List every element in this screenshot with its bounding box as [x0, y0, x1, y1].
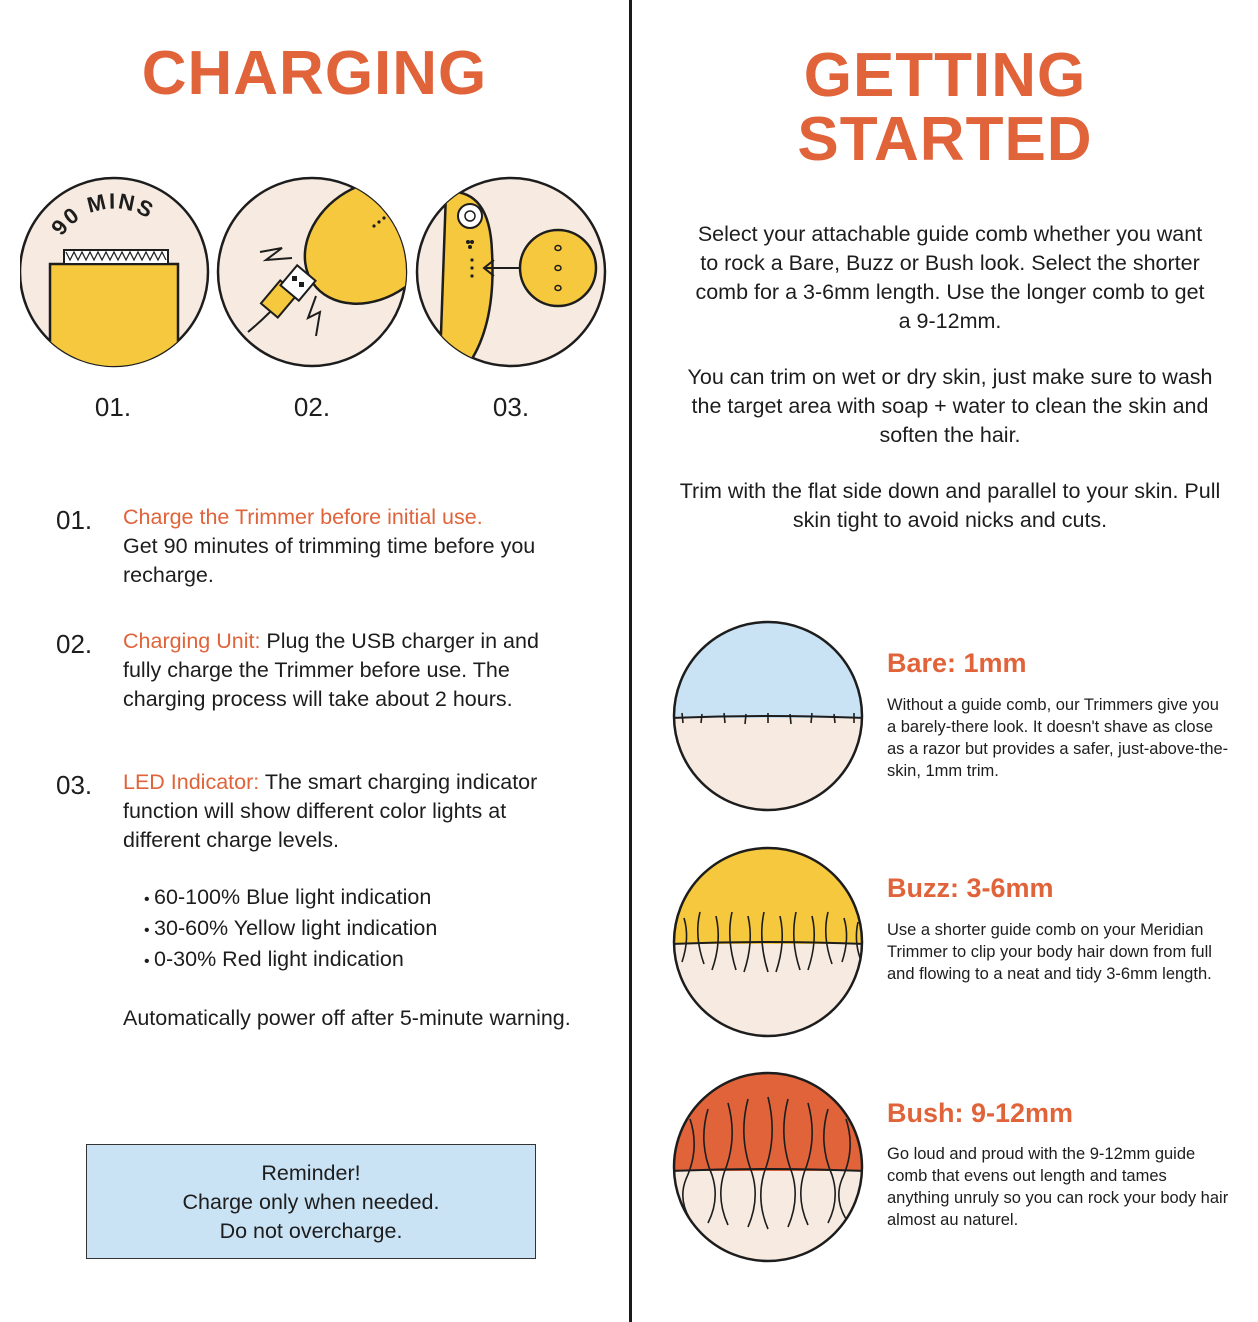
- instruction-item: [56, 768, 616, 855]
- led-indicator-instruction: [56, 768, 616, 1033]
- instruction-text: The smart charging indicator function will show different color lights at different charge levels.: [123, 770, 538, 852]
- auto-power-off-note: Automatically power off after 5-minute warning.: [123, 1006, 571, 1030]
- instruction-item: [56, 503, 616, 590]
- column-divider: [629, 0, 632, 1322]
- instruction-item: [56, 627, 616, 714]
- title-line: STARTED: [797, 105, 1093, 174]
- bush-comb-icon: [672, 1071, 864, 1263]
- step-number-2: 02.: [293, 392, 331, 422]
- instruction-text: Get 90 minutes of trimming time before you recharge.: [123, 534, 536, 587]
- skin-prep-paragraph: You can trim on wet or dry skin, just make sure to wash the target area with soap + water to clean the skin and soften the hair.: [687, 365, 1213, 447]
- led-indicator-icon: [417, 178, 605, 366]
- led-levels-list: [56, 883, 616, 976]
- bush-comb-desc: Go loud and proud with the 9-12mm guide comb that evens out length and tames anything unruly so you can rock your body hair almost au naturel.: [887, 1145, 1229, 1229]
- led-level-yellow: • 30-60% Yellow light indication: [144, 914, 616, 945]
- instruction-number: 01.: [56, 505, 93, 535]
- bush-comb-title: Bush: 9-12mm: [887, 1098, 1074, 1128]
- instruction-highlight: LED Indicator:: [123, 770, 260, 794]
- bare-comb-desc: Without a guide comb, our Trimmers give you a barely-there look. It doesn't shave as close as a razor but provides a safer, just-above-the-skin, 1mm trim.: [887, 696, 1229, 780]
- intro-paragraph: Select your attachable guide comb whether you want to rock a Bare, Buzz or Bush look. Select the shorter comb for a 3-6mm length. Use the longer comb to get a 9-12mm.: [695, 222, 1205, 333]
- instruction-number: 02.: [56, 629, 93, 659]
- step-number-1: 01.: [94, 392, 132, 422]
- title-line: GETTING: [803, 41, 1087, 110]
- reminder-line: Charge only when needed.: [182, 1190, 440, 1214]
- led-level-red: • 0-30% Red light indication: [144, 945, 616, 976]
- reminder-heading: Reminder!: [261, 1161, 361, 1185]
- bare-comb-title: Bare: 1mm: [887, 648, 1027, 678]
- charging-steps-illustration: [20, 172, 620, 372]
- ninety-mins-label: 90 MINS: [46, 188, 160, 240]
- instruction-highlight: Charging Unit:: [123, 629, 261, 653]
- buzz-comb-desc: Use a shorter guide comb on your Meridian Trimmer to clip your body hair down from full and flowing to a neat and tidy 3-6mm length.: [887, 921, 1212, 983]
- technique-paragraph: Trim with the flat side down and parallel to your skin. Pull skin tight to avoid nicks and cuts.: [679, 479, 1221, 532]
- instruction-number: 03.: [56, 770, 93, 800]
- reminder-line: Do not overcharge.: [219, 1219, 403, 1243]
- buzz-comb-title: Buzz: 3-6mm: [887, 873, 1054, 903]
- instruction-highlight: Charge the Trimmer before initial use.: [123, 505, 483, 529]
- getting-started-title: [632, 41, 1258, 174]
- trimmer-icon: [20, 178, 208, 372]
- buzz-comb-icon: [672, 846, 864, 1038]
- bare-comb-icon: [672, 620, 864, 812]
- instruction-text: Plug the USB charger in and fully charge the Trimmer before use. The charging process will take about 2 hours.: [123, 629, 539, 711]
- charging-unit-instruction: [56, 627, 616, 714]
- led-level-blue: • 60-100% Blue light indication: [144, 883, 616, 914]
- step-number-3: 03.: [492, 392, 530, 422]
- charging-title: CHARGING: [141, 39, 488, 108]
- charging-instructions: [56, 503, 616, 590]
- reminder-box: [86, 1144, 536, 1259]
